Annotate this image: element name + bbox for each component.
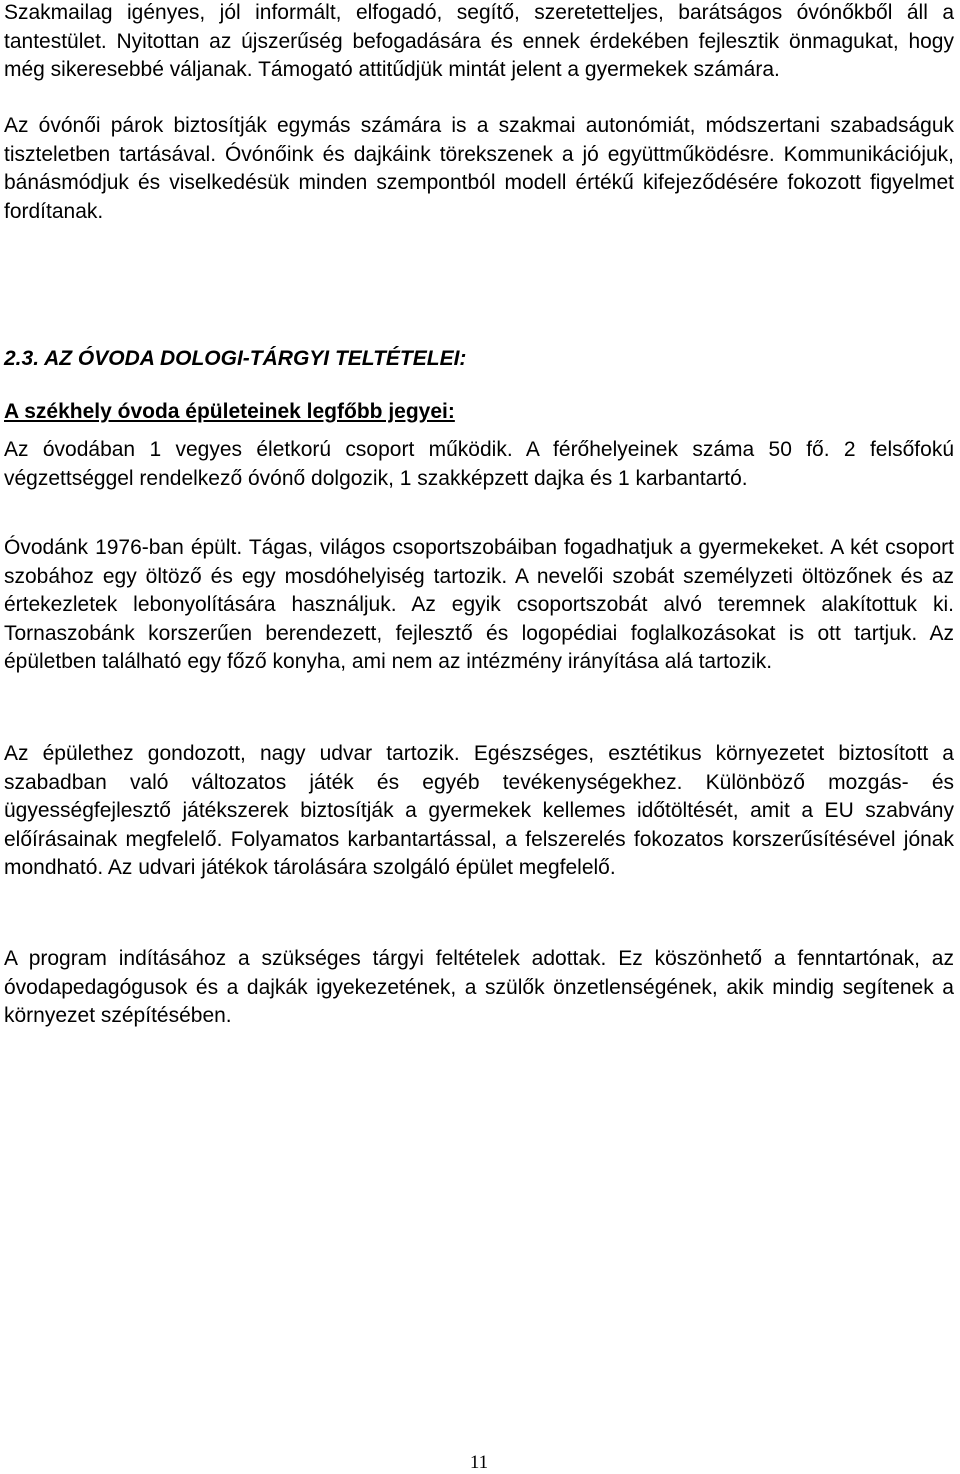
paragraph-yard: Az épülethez gondozott, nagy udvar tartozik. Egészséges, esztétikus környezetet biztosított a szabadban való változatos játék és egyéb tevékenységekhez. Különböző mozgás- és ügyességfejlesztő játékszerek biztosítják a gyermekek kellemes időtöltését, amit a EU szabvány előírásainak megfelelő. Folyamatos karbantartással, a felszerelés fokozatos korszerűsítésével jónak mondható. Az udvari játékok tárolására szolgáló épület megfelelő. bbox=[4, 742, 954, 879]
paragraph-staff-qualities: Szakmailag igényes, jól informált, elfogadó, segítő, szeretetteljes, barátságos óvónőkből áll a tantestület. Nyitottan az újszerűség befogadására és ennek érdekében fejlesztik önmagukat, hogy még sikeresebbé váljanak. Támogató attitűdjük mintát jelent a gyermekek számára. bbox=[4, 1, 954, 81]
section-heading: 2.3. AZ ÓVODA DOLOGI-TÁRGYI TELTÉTELEI: bbox=[4, 347, 467, 370]
page-number: 11 bbox=[469, 1452, 489, 1473]
section-subheading: A székhely óvoda épületeinek legfőbb jegyei: bbox=[4, 400, 455, 423]
paragraph-building: Óvodánk 1976-ban épült. Tágas, világos csoportszobáiban fogadhatjuk a gyermekeket. A két csoport szobához egy öltöző és egy mosdóhelyiség tartozik. A nevelői szobát személyzeti öltözőnek és az értekezletek lebonyolítására használjuk. Az egyik csoportszobát alvó teremnek alakítottuk ki. Tornaszobánk korszerűen berendezett, fejlesztő és logopédiai foglalkozásokat is ott tartjuk. Az épületben található egy főző konyha, ami nem az intézmény irányítása alá tartozik. bbox=[4, 536, 954, 673]
paragraph-group-capacity: Az óvodában 1 vegyes életkorú csoport működik. A férőhelyeinek száma 50 fő. 2 felsőfokú végzettséggel rendelkező óvónő dolgozik, 1 szakképzett dajka és 1 karbantartó. bbox=[4, 438, 954, 490]
paragraph-teacher-pairs: Az óvónői párok biztosítják egymás számára is a szakmai autonómiát, módszertani szabadságuk tiszteletben tartásával. Óvónőink és dajkáink törekszenek a jó együttműködésre. Kommunikációjuk, bánásmódjuk és viselkedésük minden szempontból modell értékű kifejeződésére fokozott figyelmet fordítanak. bbox=[4, 114, 954, 223]
document-page bbox=[4, 0, 954, 1473]
paragraph-program-conditions: A program indításához a szükséges tárgyi feltételek adottak. Ez köszönhető a fenntartónak, az óvodapedagógusok és a dajkák igyekezetének, a szülők önzetlenségének, akik mindig segítenek a környezet szépítésében. bbox=[4, 947, 954, 1027]
